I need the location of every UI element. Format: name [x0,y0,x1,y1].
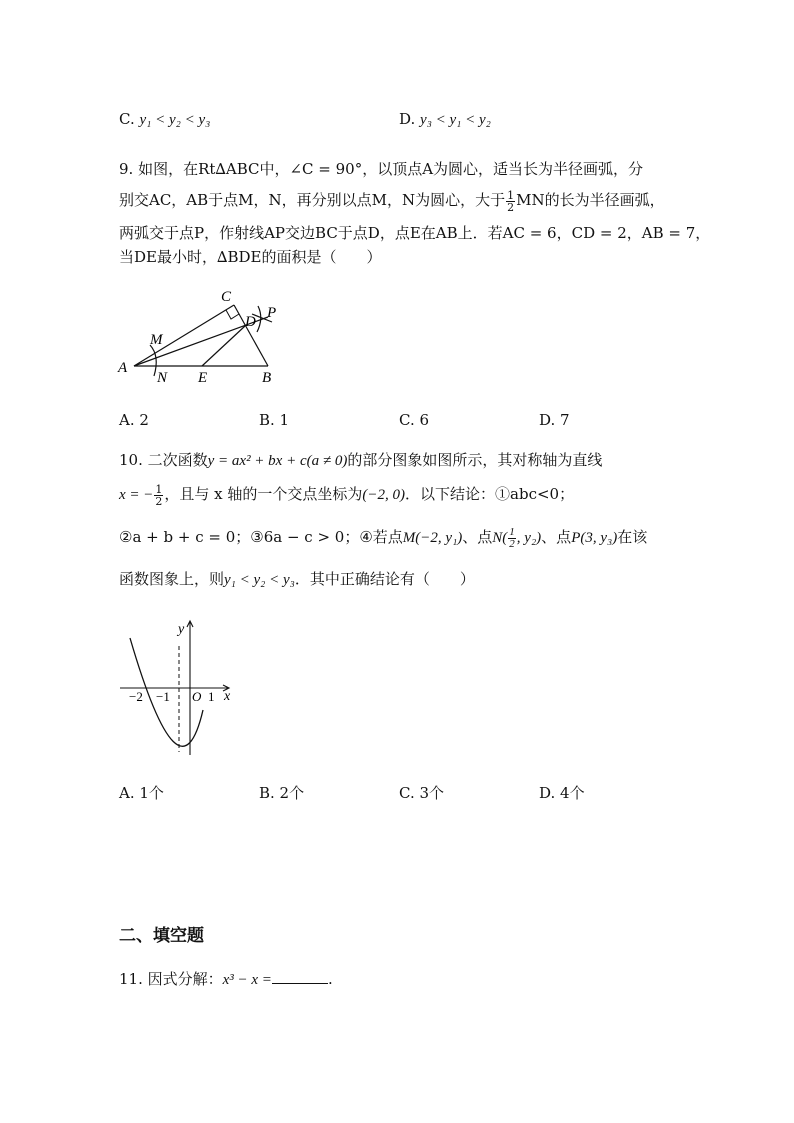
q10-line-4-text-a: 函数图象上，则 [119,570,225,588]
q10-intercept-math: (−2, 0) [362,487,406,503]
q10-line-3-text-d: 在该 [617,528,648,546]
q10-point-n-pre: N( [492,530,508,546]
q8-option-c-math: y₁ < y₂ < y₃ [139,112,211,128]
q11-answer-blank[interactable] [272,971,328,984]
tick-neg1: −1 [156,689,170,704]
arc-mn [150,345,156,376]
q10-line-2-text-b: ，且与 x 轴的一个交点坐标为 [164,485,363,503]
q10-option-a: A. 1个 [119,784,164,802]
q9-line-4: 当DE最小时，∆BDE的面积是（ ） [119,248,382,266]
q10-axis-math: x = − [119,487,154,503]
q10-point-n-fraction-num: 1 [509,526,515,539]
q9-option-d: D. 7 [539,411,570,429]
q10-function-math: y = ax² + bx + c(a ≠ 0) [207,453,348,469]
q11-text-a: 11. 因式分解： [119,970,223,988]
q10-line-1-text-a: 10. 二次函数 [119,451,208,469]
q10-point-p: P(3, y₃) [571,530,618,546]
q11-line [119,968,333,989]
q8-option-d [399,110,491,129]
q11-math: x³ − x = [222,972,272,988]
q9-fraction [506,190,515,213]
q9-line-2 [119,189,665,213]
x-axis-label: x [224,689,231,704]
q10-point-n [492,526,542,551]
q9-option-c: C. 6 [399,411,430,429]
q10-option-d: D. 4个 [539,784,585,802]
label-m: M [150,332,163,348]
label-e: E [198,370,208,386]
q11-text-b: . [327,970,333,988]
q10-line-1-text-b: 的部分图象如图所示，其对称轴为直线 [347,451,603,469]
q10-line-3-text-a: ②a + b + c = 0；③6a − c > 0；④若点 [119,528,403,546]
q8-option-c-label: C. [119,110,140,128]
q10-line-4 [119,568,475,589]
arc-p-1 [257,306,261,332]
q10-axis-fraction [154,484,163,507]
q10-line-1 [119,449,602,470]
q10-point-n-post: , y₂) [516,530,542,546]
q9-line-3: 两弧交于点P，作射线AP交边BC于点D，点E在AB上．若AC = 6，CD = 2，AB = 7， [119,224,711,242]
q10-axis-fraction-den: 2 [155,494,163,508]
q10-point-n-fraction [508,527,516,550]
q10-line-3 [119,526,647,550]
q10-option-c: C. 3个 [399,784,445,802]
q9-line-2-text-b: MN的长为半径画弧， [516,191,665,209]
q9-option-b: B. 1 [259,411,290,429]
q10-option-b: B. 2个 [259,784,305,802]
label-p: P [267,305,277,321]
q8-option-d-math: y₃ < y₁ < y₂ [420,112,491,128]
q9-triangle-figure [112,280,292,390]
q9-option-a: A. 2 [119,411,149,429]
q10-parabola-graph [112,612,242,762]
q10-line-4-math: y₁ < y₂ < y₃ [224,572,295,588]
q10-line-3-text-c: 、点 [541,528,572,546]
q9-fraction-den: 2 [507,200,515,214]
label-a: A [118,360,128,376]
q9-line-2-text-a: 别交AC，AB于点M，N，再分别以点M，N为圆心，大于 [119,191,506,209]
q10-point-n-fraction-den: 2 [509,538,515,551]
q10-line-4-text-b: ．其中正确结论有（ ） [294,570,475,588]
label-n: N [157,370,168,386]
label-b: B [262,370,272,386]
tick-1: 1 [208,689,215,704]
q9-line-1: 9. 如图，在Rt∆ABC中，∠C = 90°，以顶点A为圆心，适当长为半径画弧，分 [119,160,644,178]
origin-label: O [192,689,202,704]
q10-line-3-text-b: 、点 [462,528,493,546]
section-heading-fill-in-blank: 二、填空题 [119,926,204,946]
tick-neg2: −2 [129,689,143,704]
q8-option-d-label: D. [399,110,421,128]
q8-option-c [119,110,210,129]
q10-line-2-text-c: ．以下结论：①abc<0； [405,485,575,503]
y-axis-label: y [178,622,185,637]
q10-axis-fraction-num: 1 [155,482,163,496]
label-d: D [245,314,256,330]
q10-line-2 [119,483,574,507]
q9-fraction-num: 1 [507,188,515,202]
label-c: C [221,289,232,305]
segment-ed [202,326,245,366]
q10-point-m: M(−2, y₁) [402,530,463,546]
